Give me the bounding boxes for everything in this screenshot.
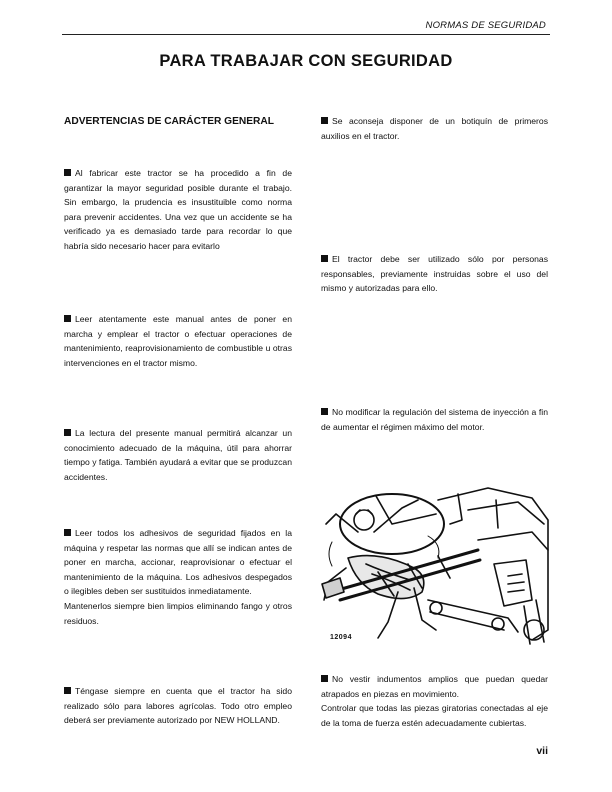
warning-paragraph: El tractor debe ser utilizado sólo por personas responsables, previamente instruidas sobre el uso del mismo y autorizadas para ello. xyxy=(321,254,548,294)
pto-entanglement-illustration xyxy=(318,480,550,652)
bullet-square-icon xyxy=(321,117,328,124)
warning-paragraph: La lectura del presente manual permitirá alcanzar un conocimiento adecuado de la máquina, útil para ahorrar tiempo y fatiga. También ayudará a evitar que se produzcan accidentes. xyxy=(64,428,292,482)
header-rule xyxy=(62,34,550,35)
figure-number: 12094 xyxy=(330,634,352,641)
header-section-title: NORMAS DE SEGURIDAD xyxy=(425,20,546,31)
bullet-square-icon xyxy=(64,529,71,536)
page-number: vii xyxy=(536,745,548,757)
bullet-square-icon xyxy=(321,408,328,415)
column-heading: ADVERTENCIAS DE CARÁCTER GENERAL xyxy=(64,116,274,127)
bullet-square-icon xyxy=(321,255,328,262)
page-title: PARA TRABAJAR CON SEGURIDAD xyxy=(159,52,453,70)
warning-paragraph: No vestir indumentos amplios que puedan quedar atrapados en piezas en movimiento. Controlar que todas las piezas giratorias conectadas al eje de la toma de fuerza estén adecuadamente cubiertas. xyxy=(321,674,548,728)
bullet-square-icon xyxy=(64,315,71,322)
bullet-square-icon xyxy=(64,687,71,694)
warning-paragraph: No modificar la regulación del sistema de inyección a fin de aumentar el régimen máximo del motor. xyxy=(321,407,548,432)
warning-paragraph: Leer todos los adhesivos de seguridad fijados en la máquina y respetar las normas que allí se indican antes de poner en marcha, accionar, reaprovisionar o efectuar el mantenimiento de la máquina. Los adhesivos despegados o ilegibles deben ser sustituidos inmediatamente. Mantenerlos siempre bien limpios eliminando fango y otros residuos. xyxy=(64,528,292,626)
warning-paragraph: Al fabricar este tractor se ha procedido a fin de garantizar la mayor seguridad posible durante el trabajo. Sin embargo, la prudencia es insustituible como norma para prevenir accidentes. Una vez que un accidente se ha verificado ya es demasiado tarde para recordar lo que habría sido necesario hacer para evitarlo xyxy=(64,168,292,251)
bullet-square-icon xyxy=(64,429,71,436)
bullet-square-icon xyxy=(64,169,71,176)
warning-paragraph: Se aconseja disponer de un botiquín de primeros auxilios en el tractor. xyxy=(321,116,548,141)
bullet-square-icon xyxy=(321,675,328,682)
warning-paragraph: Leer atentamente este manual antes de poner en marcha y emplear el tractor o efectuar operaciones de mantenimiento, reaprovisionamiento de combustible u otras intervenciones en el tractor mismo. xyxy=(64,314,292,368)
warning-paragraph: Téngase siempre en cuenta que el tractor ha sido realizado sólo para labores agrícolas. Todo otro empleo deberá ser previamente autorizado por NEW HOLLAND. xyxy=(64,686,292,726)
